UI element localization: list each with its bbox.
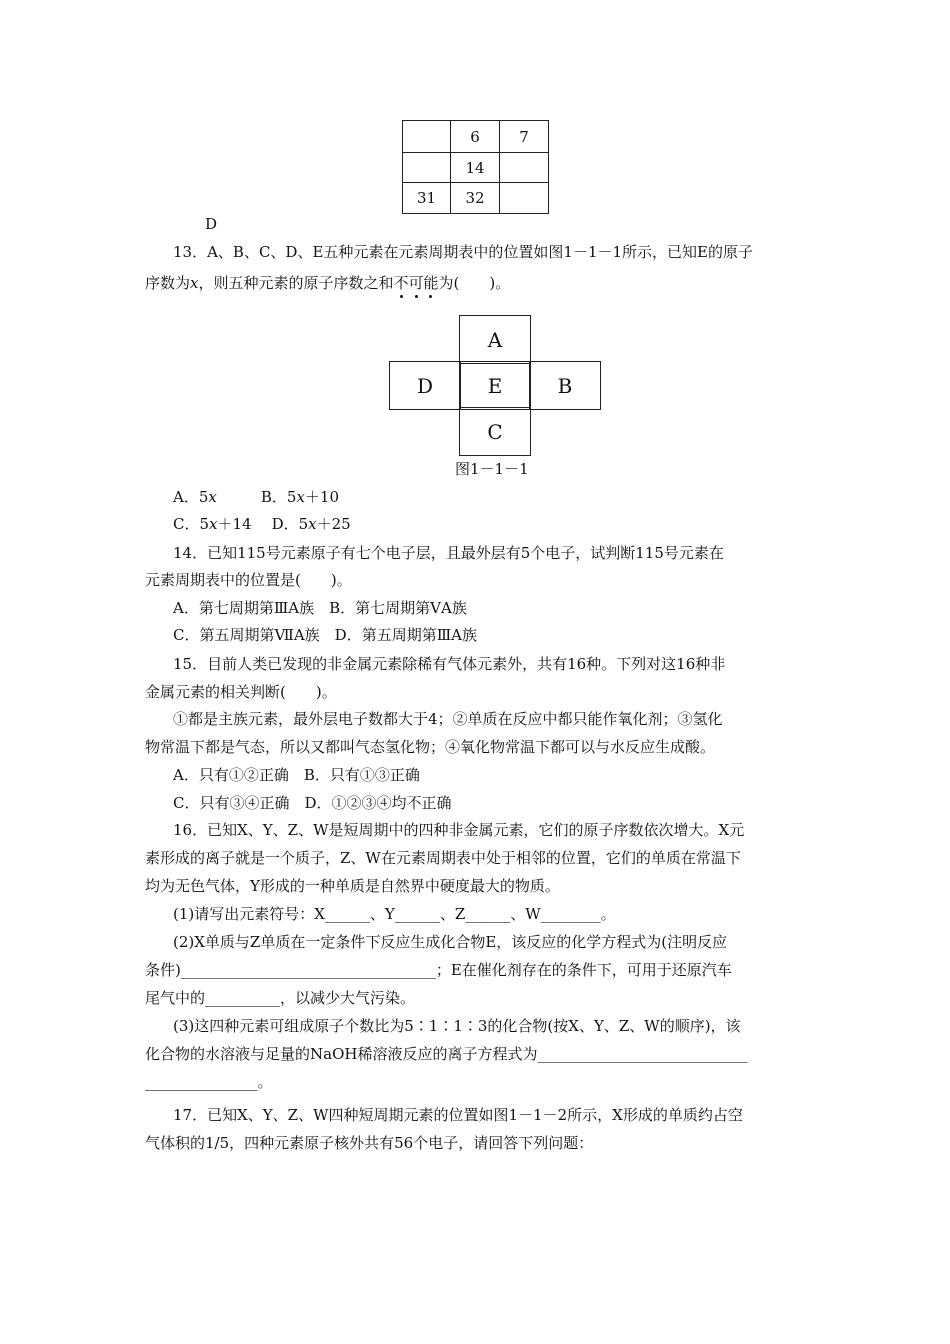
- option-d-label: D: [205, 215, 218, 233]
- q16-sub3-line3: _______________。: [145, 1073, 273, 1091]
- q16-sub3-line2: 化合物的水溶液与足量的NaOH稀溶液反应的离子方程式为____________________________: [145, 1045, 748, 1063]
- cell-a: A: [459, 315, 531, 364]
- cell-e: E: [459, 361, 531, 410]
- q16-sub1: (1)请写出元素符号：X______、Y______、Z______、W________。: [173, 905, 616, 923]
- cell-d: D: [389, 361, 461, 410]
- q16-sub2-line1: (2)X单质与Z单质在一定条件下反应生成化合物E，该反应的化学方程式为(注明反应: [173, 933, 728, 951]
- q15-options-2: C．只有③④正确 D．①②③④均不正确: [173, 794, 452, 812]
- grid-cell: 7: [500, 121, 549, 153]
- q13-line2: 序数为x，则五种元素的原子序数之和不可能 为( )。: [145, 273, 510, 293]
- q16-line1: 16．已知X、Y、Z、W是短周期中的四种非金属元素，它们的原子序数依次增大。X元: [173, 821, 745, 839]
- q14-line2: 元素周期表中的位置是( )。: [145, 571, 352, 589]
- grid-cell: 32: [451, 183, 500, 214]
- grid-cell: [500, 153, 549, 183]
- q14-options-2: C．第五周期第ⅦA族 D．第五周期第ⅢA族: [173, 626, 477, 644]
- q16-sub2-line2: 条件)__________________________________；E在催化剂存在的条件下，可用于还原汽车: [145, 961, 732, 979]
- grid-cell: 14: [451, 153, 500, 183]
- grid-cell: [403, 153, 451, 183]
- q15-line2: 金属元素的相关判断( )。: [145, 683, 337, 701]
- option-d-grid: [402, 120, 549, 214]
- q16-line2: 素形成的离子就是一个质子，Z、W在元素周期表中处于相邻的位置，它们的单质在常温下: [145, 849, 741, 867]
- q16-line3: 均为无色气体，Y形成的一种单质是自然界中硬度最大的物质。: [145, 877, 560, 895]
- grid-cell: [500, 183, 549, 214]
- q15-options-1: A．只有①②正确 B．只有①③正确: [173, 766, 420, 784]
- q15-line3: ①都是主族元素，最外层电子数都大于4；②单质在反应中都只能作氧化剂；③氢化: [173, 710, 723, 728]
- grid-cell: 6: [451, 121, 500, 153]
- emphasis-dots: 不可能: [394, 274, 439, 292]
- q15-line1: 15．目前人类已发现的非金属元素除稀有气体元素外，共有16种。下列对这16种非: [173, 655, 726, 673]
- q13-options-cd: C．5x＋14 D．5x＋25: [173, 515, 351, 533]
- q15-line4: 物常温下都是气态，所以又都叫气态氢化物；④氧化物常温下都可以与水反应生成酸。: [145, 738, 716, 756]
- cell-b: B: [529, 361, 601, 410]
- figure-caption: 图1－1－1: [455, 460, 529, 478]
- q13-line1: 13．A、B、C、D、E五种元素在元素周期表中的位置如图1－1－1所示，已知E的原子: [173, 243, 753, 261]
- q13-options-ab: A．5x B．5x＋10: [173, 488, 339, 506]
- q17-line2: 气体积的1/5，四种元素原子核外共有56个电子，请回答下列问题：: [145, 1134, 594, 1152]
- grid-cell: [403, 121, 451, 153]
- cell-c: C: [459, 407, 531, 456]
- q16-sub2-line3: 尾气中的__________，以减少大气污染。: [145, 989, 416, 1007]
- grid-cell: 31: [403, 183, 451, 214]
- q14-options-1: A．第七周期第ⅢA族 B．第七周期第ⅤA族: [173, 599, 467, 617]
- q14-line1: 14．已知115号元素原子有七个电子层，且最外层有5个电子，试判断115号元素在: [173, 544, 724, 562]
- q16-sub3-line1: (3)这四种元素可组成原子个数比为5∶1∶1∶3的化合物(按X、Y、Z、W的顺序)，该: [173, 1017, 741, 1035]
- q17-line1: 17．已知X、Y、Z、W四种短周期元素的位置如图1－1－2所示，X形成的单质约占空: [173, 1106, 743, 1124]
